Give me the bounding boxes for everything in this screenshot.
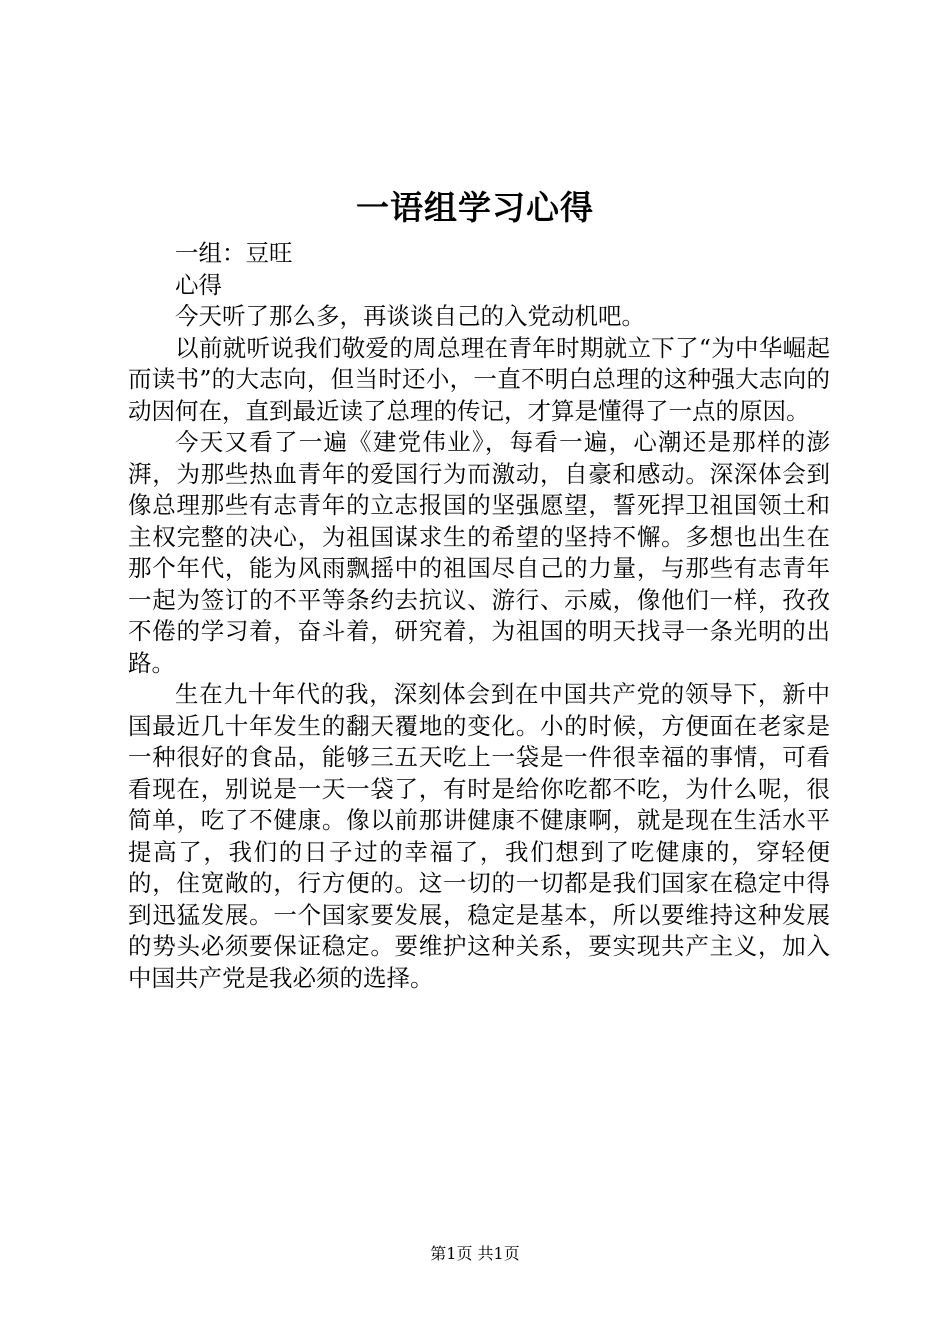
- document-body: [128, 238, 830, 994]
- document-title: 一语组学习心得: [356, 188, 594, 227]
- subheading: 心得: [175, 270, 222, 299]
- paragraph: 今天听了那么多，再谈谈自己的入党动机吧。: [175, 302, 645, 330]
- author-line: 一组：豆旺: [175, 239, 293, 267]
- paragraph: 以前就听说我们敬爱的周总理在青年时期就立下了“为中华崛起而读书”的大志向，但当时还小，一直不明白总理的这种强大志向的动因何在，直到最近读了总理的传记，才算是懂得了一点的原因。: [128, 333, 830, 425]
- page-footer: 第1页 共1页: [430, 1244, 520, 1263]
- paragraph: 今天又看了一遍《建党伟业》，每看一遍，心潮还是那样的澎湃，为那些热血青年的爱国行为而激动，自豪和感动。深深体会到像总理那些有志青年的立志报国的坚强愿望，誓死捍卫祖国领土和主权完整的决心，为祖国谋求生的希望的坚持不懈。多想也出生在那个年代，能为风雨飘摇中的祖国尽自己的力量，与那些有志青年一起为签订的不平等条约去抗议、游行、示威，像他们一样，孜孜不倦的学习着，奋斗着，研究着，为祖国的明天找寻一条光明的出路。: [128, 428, 830, 677]
- paragraph: 生在九十年代的我，深刻体会到在中国共产党的领导下，新中国最近几十年发生的翻天覆地的变化。小的时候，方便面在老家是一种很好的食品，能够三五天吃上一袋是一件很幸福的事情，可看看现在，别说是一天一袋了，有时是给你吃都不吃，为什么呢，很简单，吃了不健康。像以前那讲健康不健康啊，就是现在生活水平提高了，我们的日子过的幸福了，我们想到了吃健康的，穿轻便的，住宽敞的，行方便的。这一切的一切都是我们国家在稳定中得到迅猛发展。一个国家要发展，稳定是基本，所以要维持这种发展的势头必须要保证稳定。要维护这种关系，要实现共产主义，加入中国共产党是我必须的选择。: [128, 680, 830, 992]
